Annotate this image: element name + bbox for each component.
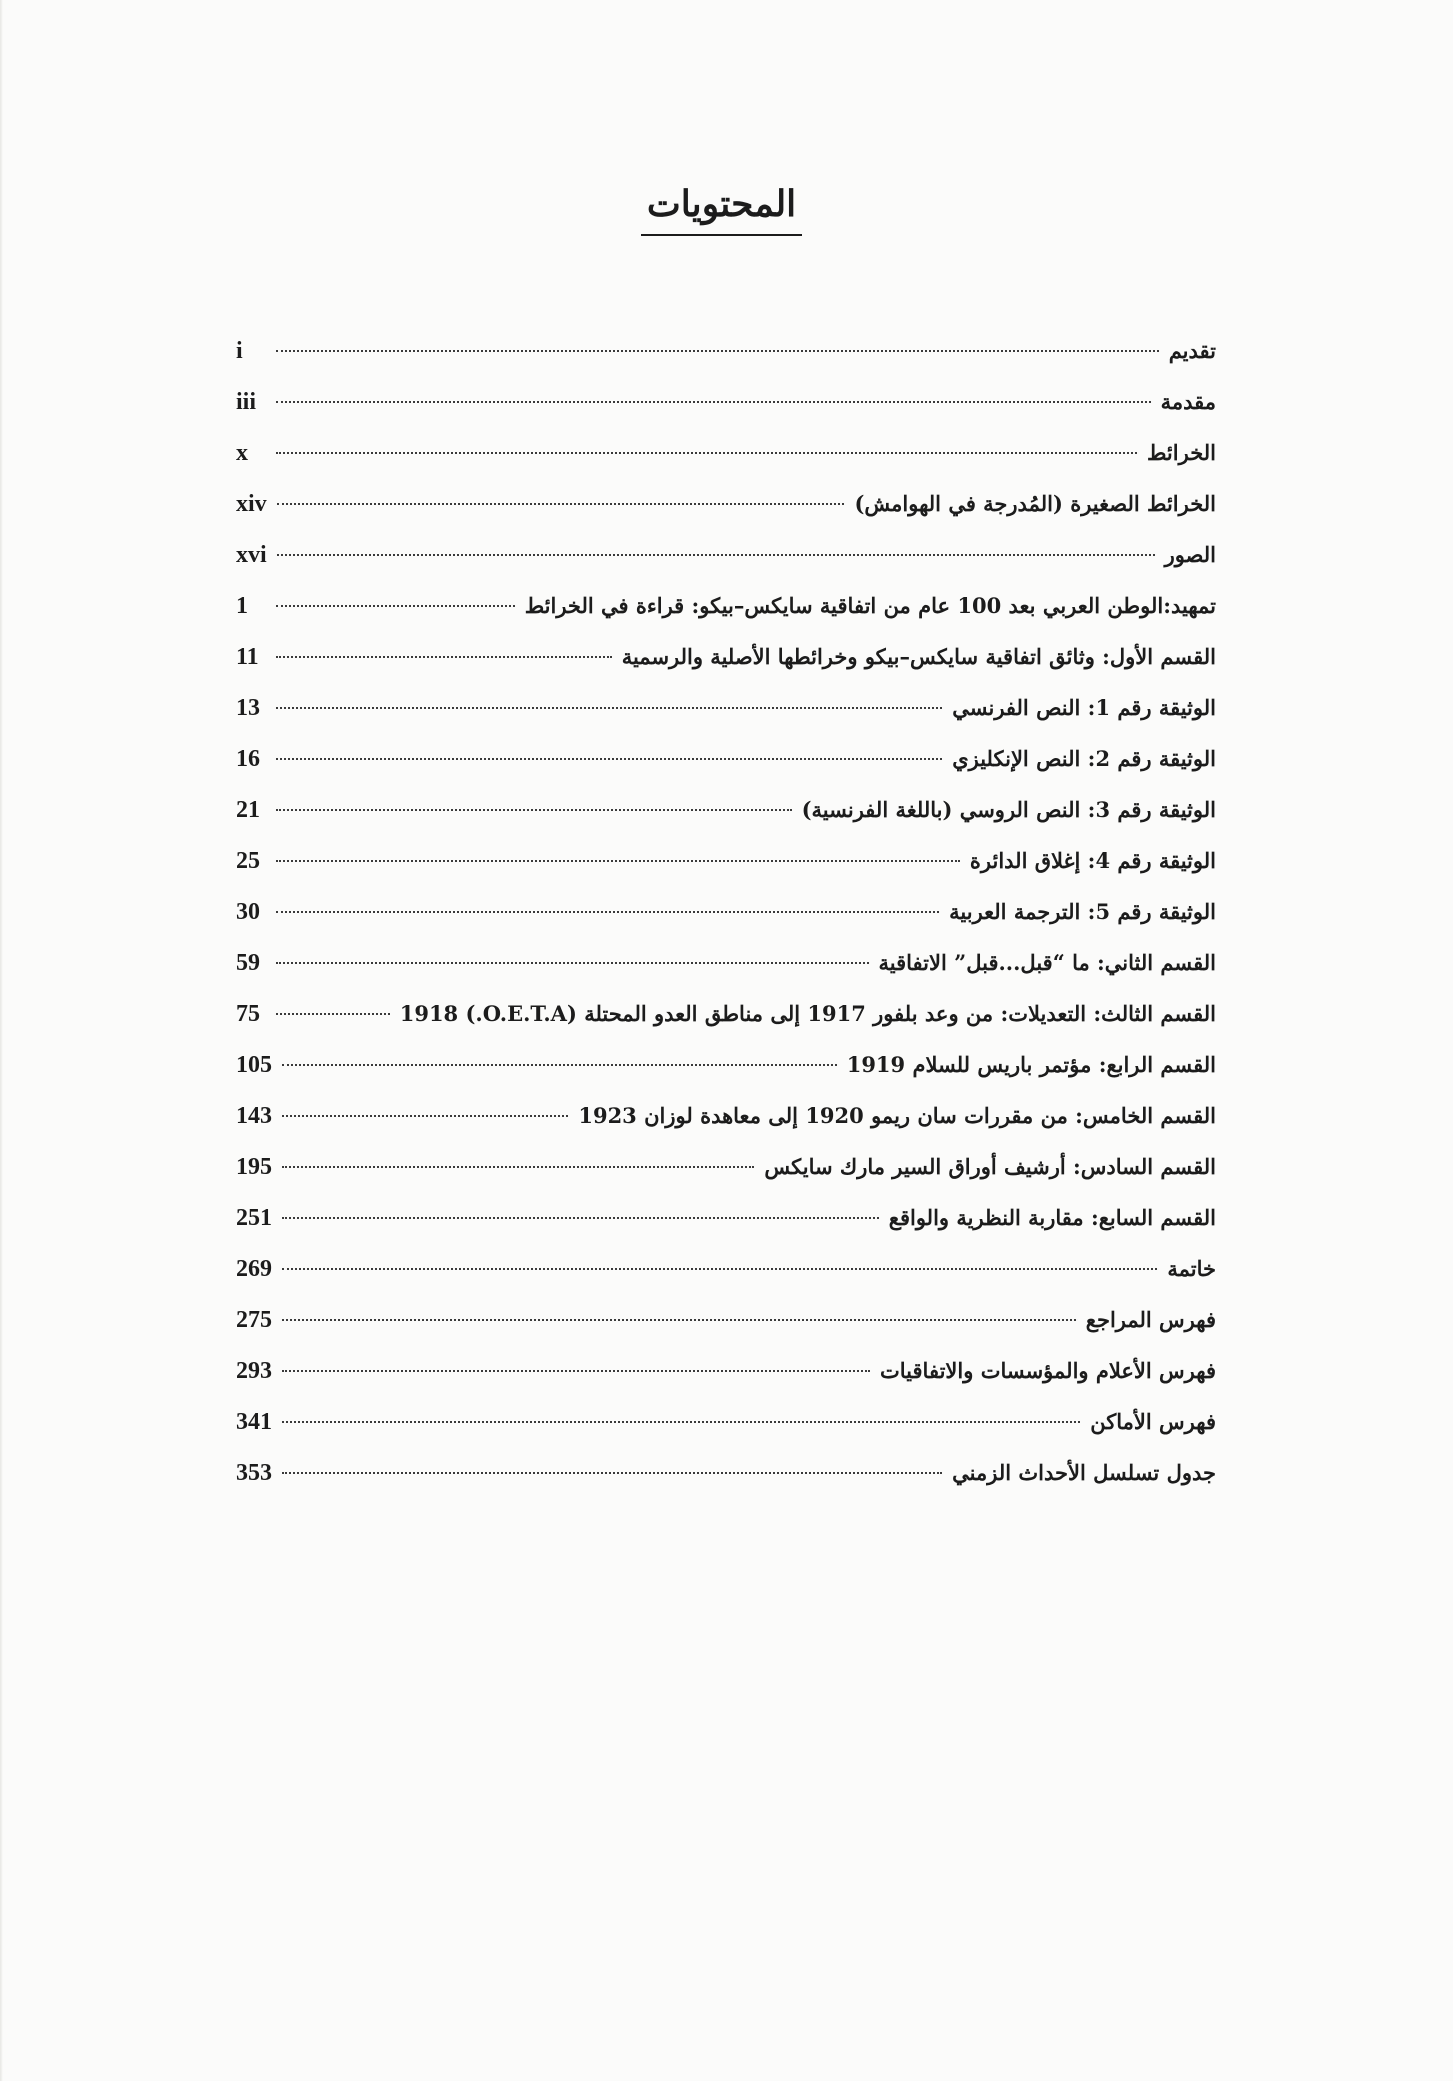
toc-entry-page-number: 353 [236,1460,272,1486]
toc-entry-title: الوثيقة رقم 2: النص الإنكليزي [952,746,1216,771]
page-edge-shadow [0,0,3,2081]
toc-entry-page-number: 75 [236,1001,260,1027]
toc-entry-title: الوثيقة رقم 4: إغلاق الدائرة [969,848,1216,873]
toc-dot-leader [282,1370,870,1372]
toc-entry-title: القسم الخامس: من مقررات سان ريمو 1920 إلى معاهدة لوزان 1923 [578,1103,1216,1128]
toc-dot-leader [276,707,942,709]
toc-entry-title: القسم السادس: أرشيف أوراق السير مارك سايكس [764,1154,1216,1179]
toc-dot-leader [276,962,869,964]
toc-entry [236,937,1216,988]
toc-entry-page-number: xiv [236,491,267,517]
toc-entry-title: القسم السابع: مقاربة النظرية والواقع [888,1205,1216,1230]
toc-entry-page-number: 143 [236,1103,272,1129]
toc-dot-leader [276,452,1137,454]
toc-entry-page-number: 59 [236,950,260,976]
toc-entry-title: القسم الأول: وثائق اتفاقية سايكس–بيكو وخرائطها الأصلية والرسمية [621,644,1216,669]
toc-entry-title: خاتمة [1167,1256,1216,1281]
toc-entry [236,1192,1216,1243]
toc-dot-leader [276,1013,390,1015]
toc-entry-page-number: 293 [236,1358,272,1384]
toc-entry [236,1039,1216,1090]
toc-dot-leader [276,350,1159,352]
toc-entry-title: تمهيد:الوطن العربي بعد 100 عام من اتفاقية سايكس–بيكو: قراءة في الخرائط [524,593,1216,618]
page-title: المحتويات [641,178,802,236]
toc-dot-leader [282,1268,1157,1270]
toc-dot-leader [282,1217,879,1219]
toc-entry-title: الوثيقة رقم 1: النص الفرنسي [952,695,1216,720]
toc-entry-title: القسم الثالث: التعديلات: من وعد بلفور 1917 إلى مناطق العدو المحتلة (O.E.T.A.) 1918 [399,1001,1216,1026]
toc-entry-title: فهرس الأماكن [1090,1409,1216,1434]
toc-dot-leader [282,1421,1080,1423]
toc-entry-page-number: 1 [236,593,248,619]
toc-dot-leader [282,1319,1076,1321]
toc-entry-title: الخرائط [1147,440,1216,465]
toc-entry-title: القسم الثاني: ما “قبل...قبل” الاتفاقية [878,950,1216,975]
toc-dot-leader [277,503,845,505]
toc-entry-page-number: i [236,338,243,364]
toc-dot-leader [282,1064,837,1066]
toc-dot-leader [282,1115,568,1117]
toc-dot-leader [276,809,792,811]
toc-entry-title: جدول تسلسل الأحداث الزمني [952,1460,1216,1485]
toc-dot-leader [276,911,939,913]
table-of-contents [236,325,1216,1498]
toc-entry [236,733,1216,784]
toc-entry [236,886,1216,937]
toc-entry-page-number: 13 [236,695,260,721]
toc-entry [236,988,1216,1039]
toc-entry-page-number: xvi [236,542,267,568]
toc-dot-leader [276,656,612,658]
toc-entry [236,682,1216,733]
toc-entry-page-number: 275 [236,1307,272,1333]
toc-entry [236,1090,1216,1141]
toc-entry-page-number: 21 [236,797,260,823]
toc-entry [236,376,1216,427]
toc-dot-leader [277,554,1155,556]
toc-entry-page-number: 251 [236,1205,272,1231]
toc-entry-page-number: 105 [236,1052,272,1078]
toc-entry-page-number: 25 [236,848,260,874]
toc-dot-leader [276,605,515,607]
toc-entry [236,1141,1216,1192]
toc-entry [236,784,1216,835]
toc-entry [236,478,1216,529]
toc-entry-title: الوثيقة رقم 3: النص الروسي (باللغة الفرنسية) [801,797,1216,822]
toc-entry-page-number: 16 [236,746,260,772]
toc-entry-title: تقديم [1168,338,1216,363]
toc-entry-page-number: 341 [236,1409,272,1435]
toc-entry-page-number: 11 [236,644,259,670]
toc-entry-page-number: 195 [236,1154,272,1180]
toc-dot-leader [276,401,1151,403]
toc-entry-title: الخرائط الصغيرة (المُدرجة في الهوامش) [854,491,1216,516]
toc-entry-title: القسم الرابع: مؤتمر باريس للسلام 1919 [846,1052,1216,1077]
toc-dot-leader [282,1166,754,1168]
toc-entry-page-number: 269 [236,1256,272,1282]
toc-entry [236,427,1216,478]
toc-entry-title: الصور [1164,542,1216,567]
toc-entry-title: فهرس الأعلام والمؤسسات والاتفاقيات [880,1358,1216,1383]
toc-entry [236,325,1216,376]
toc-entry [236,1447,1216,1498]
toc-entry [236,631,1216,682]
toc-entry [236,1345,1216,1396]
toc-entry [236,529,1216,580]
toc-entry [236,1243,1216,1294]
toc-dot-leader [276,860,960,862]
toc-entry-title: مقدمة [1160,389,1216,414]
toc-entry-title: فهرس المراجع [1085,1307,1216,1332]
toc-dot-leader [276,758,942,760]
toc-entry-page-number: x [236,440,248,466]
toc-entry [236,1294,1216,1345]
toc-entry [236,1396,1216,1447]
toc-entry-page-number: 30 [236,899,260,925]
toc-entry [236,835,1216,886]
toc-entry-page-number: iii [236,389,257,415]
toc-entry-title: الوثيقة رقم 5: الترجمة العربية [949,899,1216,924]
page-title-wrapper [0,178,1453,236]
toc-dot-leader [282,1472,942,1474]
toc-entry [236,580,1216,631]
